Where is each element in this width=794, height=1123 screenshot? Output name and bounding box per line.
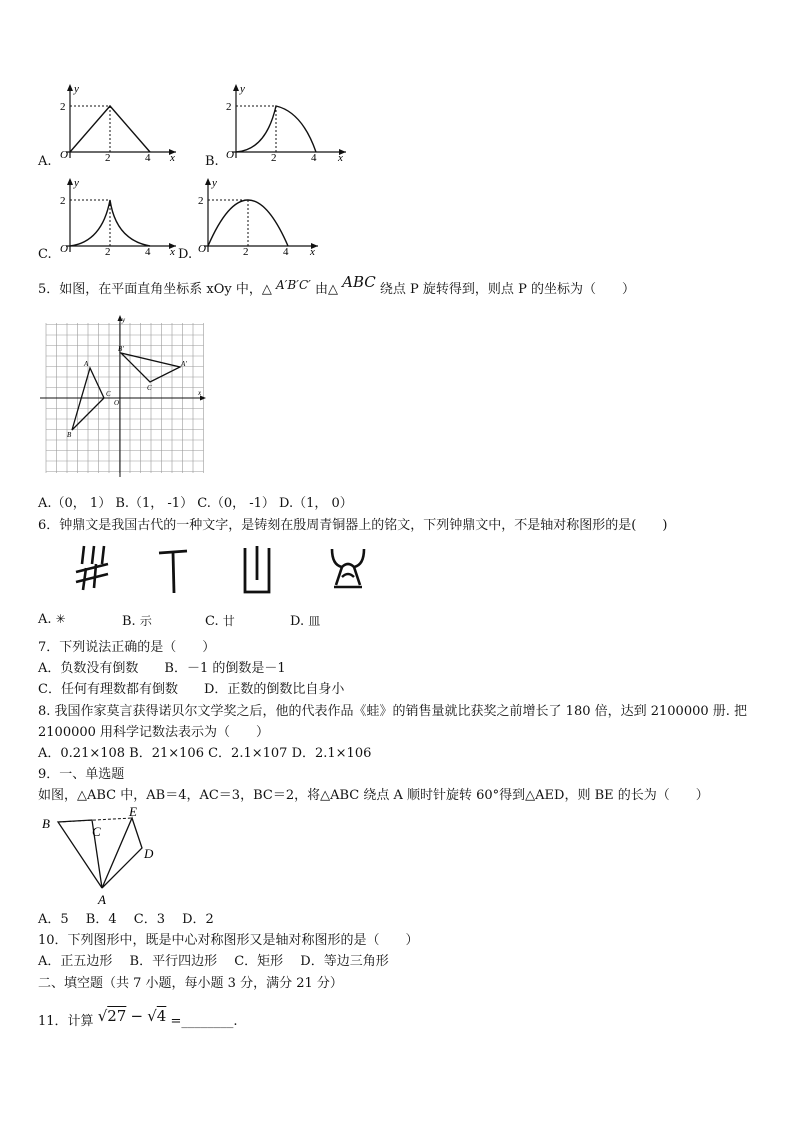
svg-text:2: 2 bbox=[60, 195, 66, 207]
q4-graph-a bbox=[58, 82, 178, 162]
svg-text:B′: B′ bbox=[118, 345, 124, 353]
q11-stem: 11．计算 √27 − √4 =________. bbox=[38, 1007, 238, 1029]
tick-x2-label: 4 bbox=[145, 152, 151, 162]
svg-text:2: 2 bbox=[243, 246, 249, 256]
svg-text:A: A bbox=[98, 892, 106, 906]
q4-graph-c bbox=[58, 176, 178, 256]
svg-text:4: 4 bbox=[311, 152, 317, 162]
q10-stem: 10．下列图形中，既是中心对称图形又是轴对称图形的是（ ） bbox=[38, 933, 419, 948]
axis-x-label: x bbox=[170, 152, 175, 162]
svg-text:y: y bbox=[122, 316, 126, 324]
q9-options: A．5 B．4 C．3 D．2 bbox=[38, 912, 214, 927]
svg-text:B: B bbox=[67, 431, 72, 439]
q5-grid-figure bbox=[40, 315, 210, 480]
svg-text:y: y bbox=[212, 177, 217, 189]
svg-text:E: E bbox=[129, 806, 137, 819]
origin-label: O bbox=[60, 149, 68, 161]
q6-glyph-d-icon bbox=[328, 543, 368, 595]
q6-glyph-a-icon bbox=[72, 542, 112, 594]
q4-label-a: A. bbox=[38, 154, 52, 169]
svg-text:A: A bbox=[84, 360, 89, 368]
graph-curve bbox=[236, 106, 316, 152]
svg-text:A′: A′ bbox=[181, 360, 187, 368]
triangle-aed bbox=[102, 818, 142, 888]
q8-stem-line1: 8. 我国作家莫言获得诺贝尔文学奖之后，他的代表作品《蛙》的销售量就比获奖之前增长了 180 倍，达到 2100000 册. 把 bbox=[38, 704, 748, 719]
svg-text:2: 2 bbox=[271, 152, 277, 162]
q6-option-b: B. 示 bbox=[122, 614, 152, 629]
svg-text:x: x bbox=[310, 246, 315, 256]
q4-label-b: B. bbox=[205, 154, 219, 169]
q6-option-c: C. 廿 bbox=[205, 614, 235, 629]
q9-rotation-figure bbox=[38, 806, 162, 906]
tick-x1-label: 2 bbox=[105, 152, 111, 162]
q6-glyph-c-icon bbox=[240, 546, 274, 596]
svg-text:C: C bbox=[106, 390, 111, 398]
svg-text:O: O bbox=[226, 149, 234, 161]
q5-options: A.（0， 1） B.（1， -1） C.（0， -1） D.（1， 0） bbox=[38, 496, 353, 511]
svg-text:2: 2 bbox=[198, 195, 204, 207]
q6-option-a: A. ✳ bbox=[38, 612, 66, 627]
graph-curve bbox=[70, 200, 150, 246]
q4-graph-b bbox=[224, 82, 354, 162]
q7-options-row2: C．任何有理数都有倒数 D．正数的倒数比自身小 bbox=[38, 682, 345, 697]
q10-options: A．正五边形 B．平行四边形 C．矩形 D．等边三角形 bbox=[38, 954, 389, 969]
q4-graph-d bbox=[196, 176, 326, 256]
svg-text:4: 4 bbox=[283, 246, 289, 256]
segment-be bbox=[58, 818, 132, 822]
q4-label-d: D. bbox=[178, 247, 193, 262]
graph-curve bbox=[208, 200, 288, 246]
svg-text:O: O bbox=[198, 243, 206, 255]
q9-stem: 如图，△ABC 中，AB＝4，AC＝3，BC＝2，将△ABC 绕点 A 顺时针旋转 60°得到△AED，则 BE 的长为（ ） bbox=[38, 788, 709, 803]
q6-glyph-b-icon bbox=[156, 545, 190, 595]
q7-options-row1: A．负数没有倒数 B．－1 的倒数是－1 bbox=[38, 661, 286, 676]
svg-text:2: 2 bbox=[226, 101, 232, 113]
svg-text:x: x bbox=[170, 246, 175, 256]
q6-option-d: D. 皿 bbox=[290, 614, 321, 629]
tick-y-label: 2 bbox=[60, 101, 66, 113]
section2-title: 二、填空题（共 7 小题，每小题 3 分，满分 21 分） bbox=[38, 976, 343, 991]
svg-text:y: y bbox=[240, 83, 245, 95]
svg-text:x: x bbox=[338, 152, 343, 162]
axis-y-label: y bbox=[74, 83, 79, 95]
q8-stem-line2: 2100000 用科学记数法表示为（ ） bbox=[38, 725, 270, 740]
q9-heading: 9．一、单选题 bbox=[38, 767, 125, 782]
svg-text:2: 2 bbox=[105, 246, 111, 256]
svg-text:y: y bbox=[74, 177, 79, 189]
svg-text:O: O bbox=[60, 243, 68, 255]
svg-text:C: C bbox=[147, 384, 152, 392]
graph-curve bbox=[70, 106, 150, 152]
q8-options: A．0.21×108 B．21×106 C．2.1×107 D．2.1×106 bbox=[38, 746, 372, 761]
q6-stem: 6．钟鼎文是我国古代的一种文字，是铸刻在殷周青铜器上的铭文，下列钟鼎文中，不是轴对称图形的是( ) bbox=[38, 518, 668, 533]
svg-text:O: O bbox=[114, 399, 120, 407]
svg-text:D: D bbox=[144, 846, 154, 861]
svg-text:x: x bbox=[198, 389, 202, 397]
q5-stem: 5．如图，在平面直角坐标系 xOy 中，△ A′B′C′ 由△ ABC 绕点 P 旋转得到，则点 P 的坐标为（ ） bbox=[38, 273, 635, 297]
svg-text:4: 4 bbox=[145, 246, 151, 256]
q7-stem: 7．下列说法正确的是（ ） bbox=[38, 640, 216, 655]
svg-text:B: B bbox=[42, 816, 50, 831]
q4-label-c: C. bbox=[38, 247, 52, 262]
svg-text:C: C bbox=[92, 824, 101, 839]
